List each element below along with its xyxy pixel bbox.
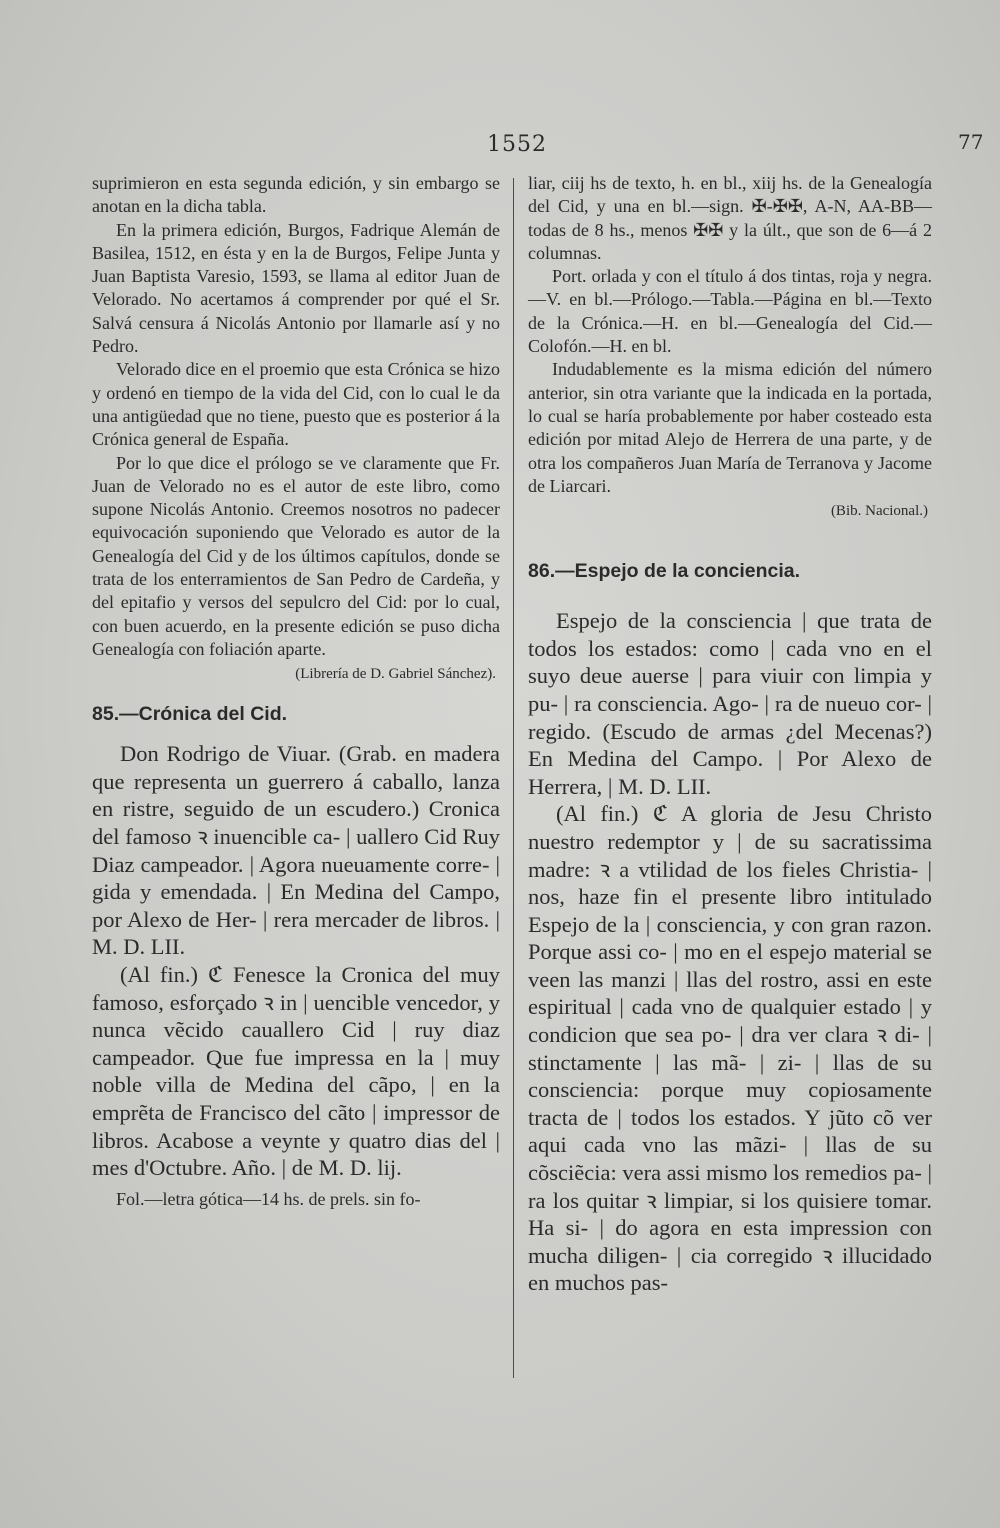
entry-85-heading: 85.—Crónica del Cid. [92,703,288,726]
left-paragraph-2: En la primera edición, Burgos, Fadrique Alemán de Basilea, 1512, en ésta y en la de Burgos, Felipe Junta y Juan Baptista Varesio, 1593, se llama al editor Juan de Velorado. No acertamos á comprender por qué el Sr. Salvá censura á Nicolás Antonio por llamarle así y no Pedro. [92,219,500,357]
right-source-note: (Bib. Nacional.) [830,503,928,520]
right-paragraph-2: Port. orlada y con el título á dos tintas, roja y negra.—V. en bl.—Prólogo.—Tabla.—Página en bl.—Texto de la Crónica.—H. en bl.—Genealogía del Cid.—Colofón.—H. en bl. [528,266,932,357]
entry-86-colophon: (Al fin.) ℭ A gloria de Jesu Christo nuestro redemptor y | de su sacratissima madre: ꝛ a vtilidad de los fieles Christia- | nos, haze fin el presente libro intitulado Espejo de la | consciencia, y con gran razon. Porque assi co- | mo en el espejo material se veen las manzi | llas del rostro, assi en este espiritual | cada vno de qualquier estado | y condicion que sea po- | dra ver clara ꝛ di- | stinctamente | las mã- | zi- | llas de su consciencia: porque muy copiosamente tracta de | todos los estados. Y jũto cõ ver aqui cada vno las mãzi- | llas de su cõsciẽcia: vera assi mismo los remedios pa- | ra los quitar ꝛ limpiar, si los quisiere tomar. Ha si- | do agora en esta impression con mucha diligen- | cia corregido ꝛ illucidado en muchos pas- [528,801,932,1296]
entry-85-title-transcription: Don Rodrigo de Viuar. (Grab. en madera que representa un guerrero á caballo, lanza en ristre, seguido de un escudero.) Cronica del famoso ꝛ inuencible ca- | uallero Cid Ruy Diaz campeador. | Agora nueuamente corre- | gida y emendada. | En Medina del Campo, por Alexo de Her- | rera mercader de libros. | M. D. LII. [92,741,500,960]
left-paragraph-1: suprimieron en esta segunda edición, y sin embargo se anotan en la dicha tabla. [92,173,500,217]
left-paragraph-4: Por lo que dice el prólogo se ve claramente que Fr. Juan de Velorado no es el autor de este libro, como supone Nicolás Antonio. Creemos nosotros no padecer equivocación suponiendo que Velorado es autor de la Genealogía del Cid y de los últimos capítulos, donde se trata de los enterramientos de San Pedro de Cardeña, y del epitafio y versos del sepulcro del Cid: por lo cual, con buen acuerdo, en la presente edición se puso dicha Genealogía con foliación aparte. [92,452,500,659]
right-paragraph-3: Indudablemente es la misma edición del número anterior, sin otra variante que la indicada en la portada, lo cual se haría probablemente por haber costeado esta edición por mitad Alejo de Herrera de una parte, y de otra los compañeros Juan María de Terranova y Jacome de Liarcari. [528,359,932,496]
entry-86-title-transcription: Espejo de la consciencia | que trata de todos los estados: como | cada vno en el suyo deue auerse | para viuir con limpia y pu- | ra consciencia. Ago- | ra de nueuo cor- | regido. (Escudo de armas ¿del Mecenas?) En Medina del Campo. | Por Alexo de Herrera, | M. D. LII. [528,608,932,799]
right-paragraph-1: liar, ciij hs de texto, h. en bl., xiij hs. de la Genealogía del Cid, y una en bl.—sign. ✠-✠✠, A-N, AA-BB—todas de 8 hs., menos ✠✠ y la últ., que son de 6—á 2 columnas. [528,173,932,263]
column-divider [513,178,514,1378]
entry-85-colophon: (Al fin.) ℭ Fenesce la Cronica del muy famoso, esforçado ꝛ in | uencible vencedor, y nunca vẽcido cauallero Cid | ruy diaz campeador. Que fue impressa en la | muy noble villa de Medina del cãpo, | en la emprẽta de Francisco del cãto | impressor de libros. Acabose a veynte y quatro dias del | mes d'Octubre. Año. | de M. D. lij. [92,961,500,1181]
page-corner-mark: 77 [958,130,984,154]
right-column [528,172,932,1297]
left-column [92,172,500,1211]
left-source-note: (Librería de D. Gabriel Sánchez). [295,666,496,683]
entry-86-heading: 86.—Espejo de la conciencia. [528,560,801,583]
entry-85-description: Fol.—letra gótica—14 hs. de prels. sin fo- [116,1188,421,1209]
left-paragraph-3: Velorado dice en el proemio que esta Crónica se hizo y ordenó en tiempo de la vida del Cid, con lo cual le da una antigüedad que no tiene, puesto que es posterior á la Crónica general de España. [92,359,500,450]
page-number: 1552 [487,132,547,157]
